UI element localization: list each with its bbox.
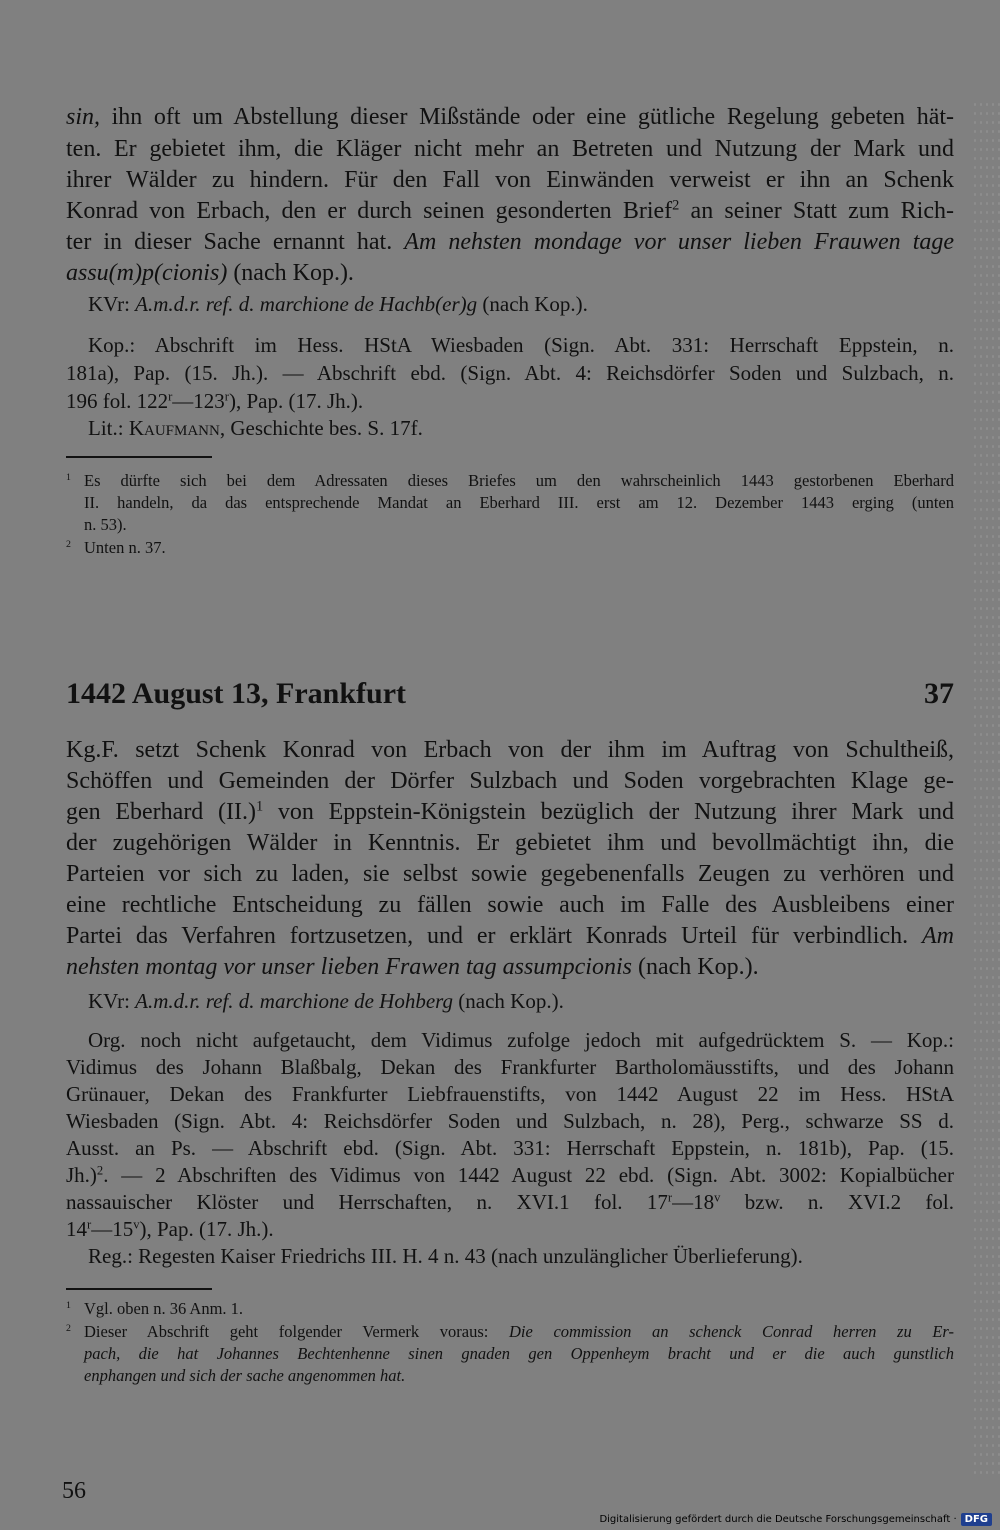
org-line: Grünauer, Dekan des Frankfurter Liebfrauenstifts, von 1442 August 22 im Hess. HStA [66,1082,954,1106]
reg-line: Reg.: Regesten Kaiser Friedrichs III. H. 4 n. 43 (nach unzulänglicher Überlieferung). [88,1244,803,1268]
org-line: Org. noch nicht aufgetaucht, dem Vidimus zufolge jedoch mit aufgedrücktem S. — Kop.: [88,1028,954,1052]
footnote-line: Vgl. oben n. 36 Anm. 1. [84,1299,244,1318]
kop-line: Kop.: Abschrift im Hess. HStA Wiesbaden (Sign. Abt. 331: Herrschaft Eppstein, n. [88,333,954,357]
kop-line: 196 fol. 122$^r$—123$^r$), Pap. (17. Jh.). [66,389,364,413]
scan-edge-artifact [972,100,1000,1480]
footnote-line: n. 53). [84,515,127,534]
text-line: eine rechtliche Entscheidung zu fällen sowie auch im Falle des Ausbleibens einer [66,892,954,918]
kvr-line: KVr: A.m.d.r. ref. d. marchione de Hachb(er)g (nach Kop.). [88,292,588,316]
org-line: 14$^r$—15$^v$), Pap. (17. Jh.). [66,1217,274,1241]
text-line: ten. Er gebietet ihm, die Kläger nicht mehr an Betreten und Nutzung der Mark und [66,136,954,162]
org-line: Jh.)$^2$. — 2 Abschriften des Vidimus von 1442 August 22 ebd. (Sign. Abt. 3002: Kopialbücher [66,1163,954,1187]
footnote-divider [66,1288,212,1290]
footnote-line: Es dürfte sich bei dem Adressaten dieses Briefes um den wahrscheinlich 1443 gestorbenen Eberhard [84,471,954,490]
footnote-divider [66,456,212,458]
text-line: Parteien vor sich zu laden, sie selbst sowie gegebenenfalls Zeugen zu verhören und [66,861,954,887]
footnote-line: enphangen und sich der sache angenommen hat. [84,1366,406,1385]
text-line: der zugehörigen Wälder in Kenntnis. Er gebietet ihm und bevollmächtigt ihn, die [66,830,954,856]
footnote-line: pach, die hat Johannes Bechtenhenne sinen gnaden gen Oppenheym bracht und er die auch gunstlich [84,1344,954,1363]
page-number: 56 [62,1478,86,1504]
text-line: assu(m)p(cionis) (nach Kop.). [66,260,354,286]
dfg-footer-text: Digitalisierung gefördert durch die Deutsche Forschungsgemeinschaft · [599,1514,957,1525]
text-line: Kg.F. setzt Schenk Konrad von Erbach von der ihm im Auftrag von Schultheiß, [66,737,954,763]
org-line: Vidimus des Johann Blaßbalg, Dekan des Frankfurter Bartholomäusstifts, und des Johann [66,1055,954,1079]
text-line: Konrad von Erbach, den er durch seinen gesonderten Brief$^2$ an seiner Statt zum Rich- [66,197,954,224]
kop-line: 181a), Pap. (15. Jh.). — Abschrift ebd. (Sign. Abt. 4: Reichsdörfer Soden und Sulzbach, n. [66,361,954,385]
footnote-ref[interactable]: 1 [255,798,264,815]
footnote-number: 2 [66,539,71,551]
dfg-logo: DFG [961,1513,992,1526]
text-line: sin, ihn oft um Abstellung dieser Mißstände oder eine gütliche Regelung gebeten hät- [66,104,954,130]
footnote-number: 1 [66,472,71,484]
footnote-ref[interactable]: 2 [672,197,680,214]
document-heading: 1442 August 13, Frankfurt [66,677,407,710]
text-line: ihrer Wälder zu hindern. Für den Fall von Einwänden verweist er ihn an Schenk [66,167,954,193]
footnote-number: 1 [66,1300,71,1312]
footnote-number: 2 [66,1323,71,1335]
org-line: Ausst. an Ps. — Abschrift ebd. (Sign. Abt. 331: Herrschaft Eppstein, n. 181b), Pap. (15. [66,1136,954,1160]
org-line: nassauischer Klöster und Herrschaften, n. XVI.1 fol. 17$^r$—18$^v$ bzw. n. XVI.2 fol. [66,1190,954,1214]
text-line: nehsten montag vor unser lieben Frawen tag assumpcionis (nach Kop.). [66,954,759,980]
footnote-line: Dieser Abschrift geht folgender Vermerk voraus: Die commission an schenck Conrad herren zu Er- [84,1322,955,1341]
text-line: Schöffen und Gemeinden der Dörfer Sulzbach und Soden vorgebrachten Klage ge- [66,768,954,794]
dfg-footer[interactable] [599,1513,992,1526]
org-line: Wiesbaden (Sign. Abt. 4: Reichsdörfer Soden und Sulzbach, n. 28), Perg., schwarze SS d. [66,1109,954,1133]
text-line: ter in dieser Sache ernannt hat. Am nehsten mondage vor unser lieben Frauwen tage [66,229,955,255]
text-line: gen Eberhard $(II.)^1$ von Eppstein-Königstein bezüglich der Nutzung ihrer Mark und [66,798,954,825]
lit-line: Lit.: Kaufmann, Geschichte bes. S. 17f. [88,416,423,440]
footnote-line: Unten n. 37. [84,538,166,557]
footnote-ref[interactable]: 2 [96,1163,104,1178]
footnote-line: II. handeln, da das entsprechende Mandat an Eberhard III. erst am 12. Dezember 1443 erging (unten [84,493,954,512]
text-line: Partei das Verfahren fortzusetzen, und er erklärt Konrads Urteil für verbindlich. Am [66,923,954,949]
kvr-line: KVr: A.m.d.r. ref. d. marchione de Hohberg (nach Kop.). [88,989,564,1013]
document-number: 37 [924,677,954,710]
